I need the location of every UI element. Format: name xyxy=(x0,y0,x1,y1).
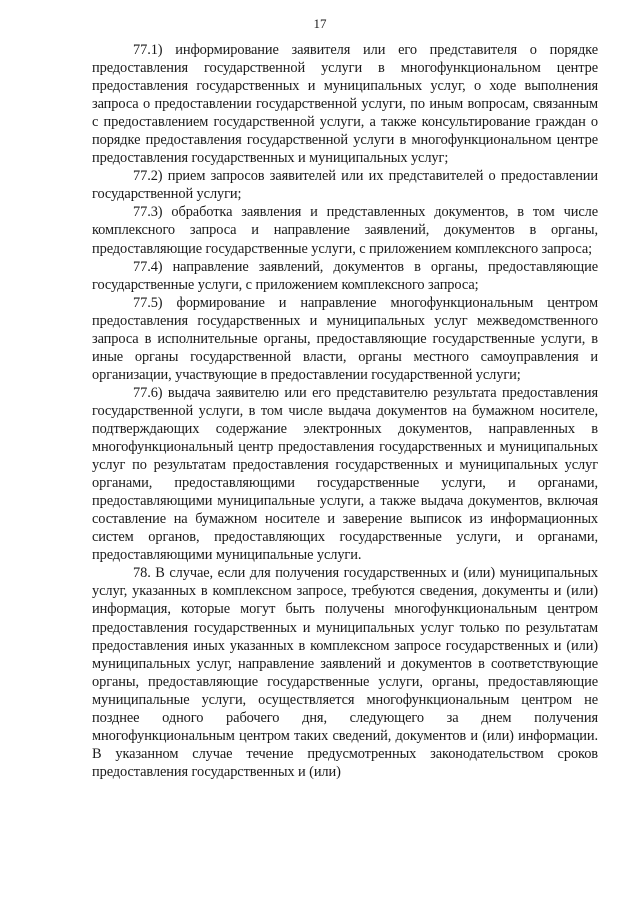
paragraph-77-5: 77.5) формирование и направление многофункциональным центром предоставления государственных и муниципальных услуг межведомственного запроса в исполнительные органы, предоставляющие государственные услуги, в иные органы государственной власти, органы местного самоуправления и организации, участвующие в предоставлении государственной услуги; xyxy=(92,294,598,383)
paragraph-77-6: 77.6) выдача заявителю или его представителю результата предоставления государственной услуги, в том числе выдача документов на бумажном носителе, подтверждающих содержание электронных документов, направленных в многофункциональный центр предоставления государственных и муниципальных услуг по результатам предоставления государственных и муниципальных услуг органами, предоставляющими государственные услуги, и органами, предоставляющими муниципальные услуги, а также выдача документов, включая составление на бумажном носителе и заверение выписок из информационных систем органов, предоставляющих государственные услуги, и органами, предоставляющими муниципальные услуги. xyxy=(92,384,598,564)
paragraph-77-1: 77.1) информирование заявителя или его представителя о порядке предоставления государственной услуги в многофункциональном центре предоставления государственных и муниципальных услуг, о ходе выполнения запроса о предоставлении государственной услуги, по иным вопросам, связанным с предоставлением государственной услуги, а также консультирование граждан о порядке предоставления государственной услуги в многофункциональном центре предоставления государственных и муниципальных услуг; xyxy=(92,42,598,167)
paragraph-77-4: 77.4) направление заявлений, документов в органы, предоставляющие государственные услуги, с приложением комплексного запроса; xyxy=(92,258,598,293)
document-body xyxy=(92,41,598,781)
paragraph-77-2: 77.2) прием запросов заявителей или их представителей о предоставлении государственной услуги; xyxy=(92,168,598,203)
paragraph-78: 78. В случае, если для получения государственных и (или) муниципальных услуг, указанных в комплексном запросе, требуются сведения, документы и (или) информация, которые могут быть получены многофункциональным центром предоставления государственных и муниципальных услуг только по результатам предоставления иных указанных в комплексном запросе государственных и (или) муниципальных услуг, направление заявлений и документов в соответствующие органы, предоставляющие государственные услуги, органы, предоставляющие муниципальные услуги, осуществляется многофункциональным центром не позднее одного рабочего дня, следующего за днем получения многофункциональным центром таких сведений, документов и (или) информации. В указанном случае течение предусмотренных законодательством сроков предоставления государственных и (или) xyxy=(92,565,598,780)
paragraph-77-3: 77.3) обработка заявления и представленных документов, в том числе комплексного запроса и направление заявлений, документов в органы, предоставляющие государственные услуги, с приложением комплексного запроса; xyxy=(92,204,598,257)
page-number: 17 xyxy=(313,16,327,31)
